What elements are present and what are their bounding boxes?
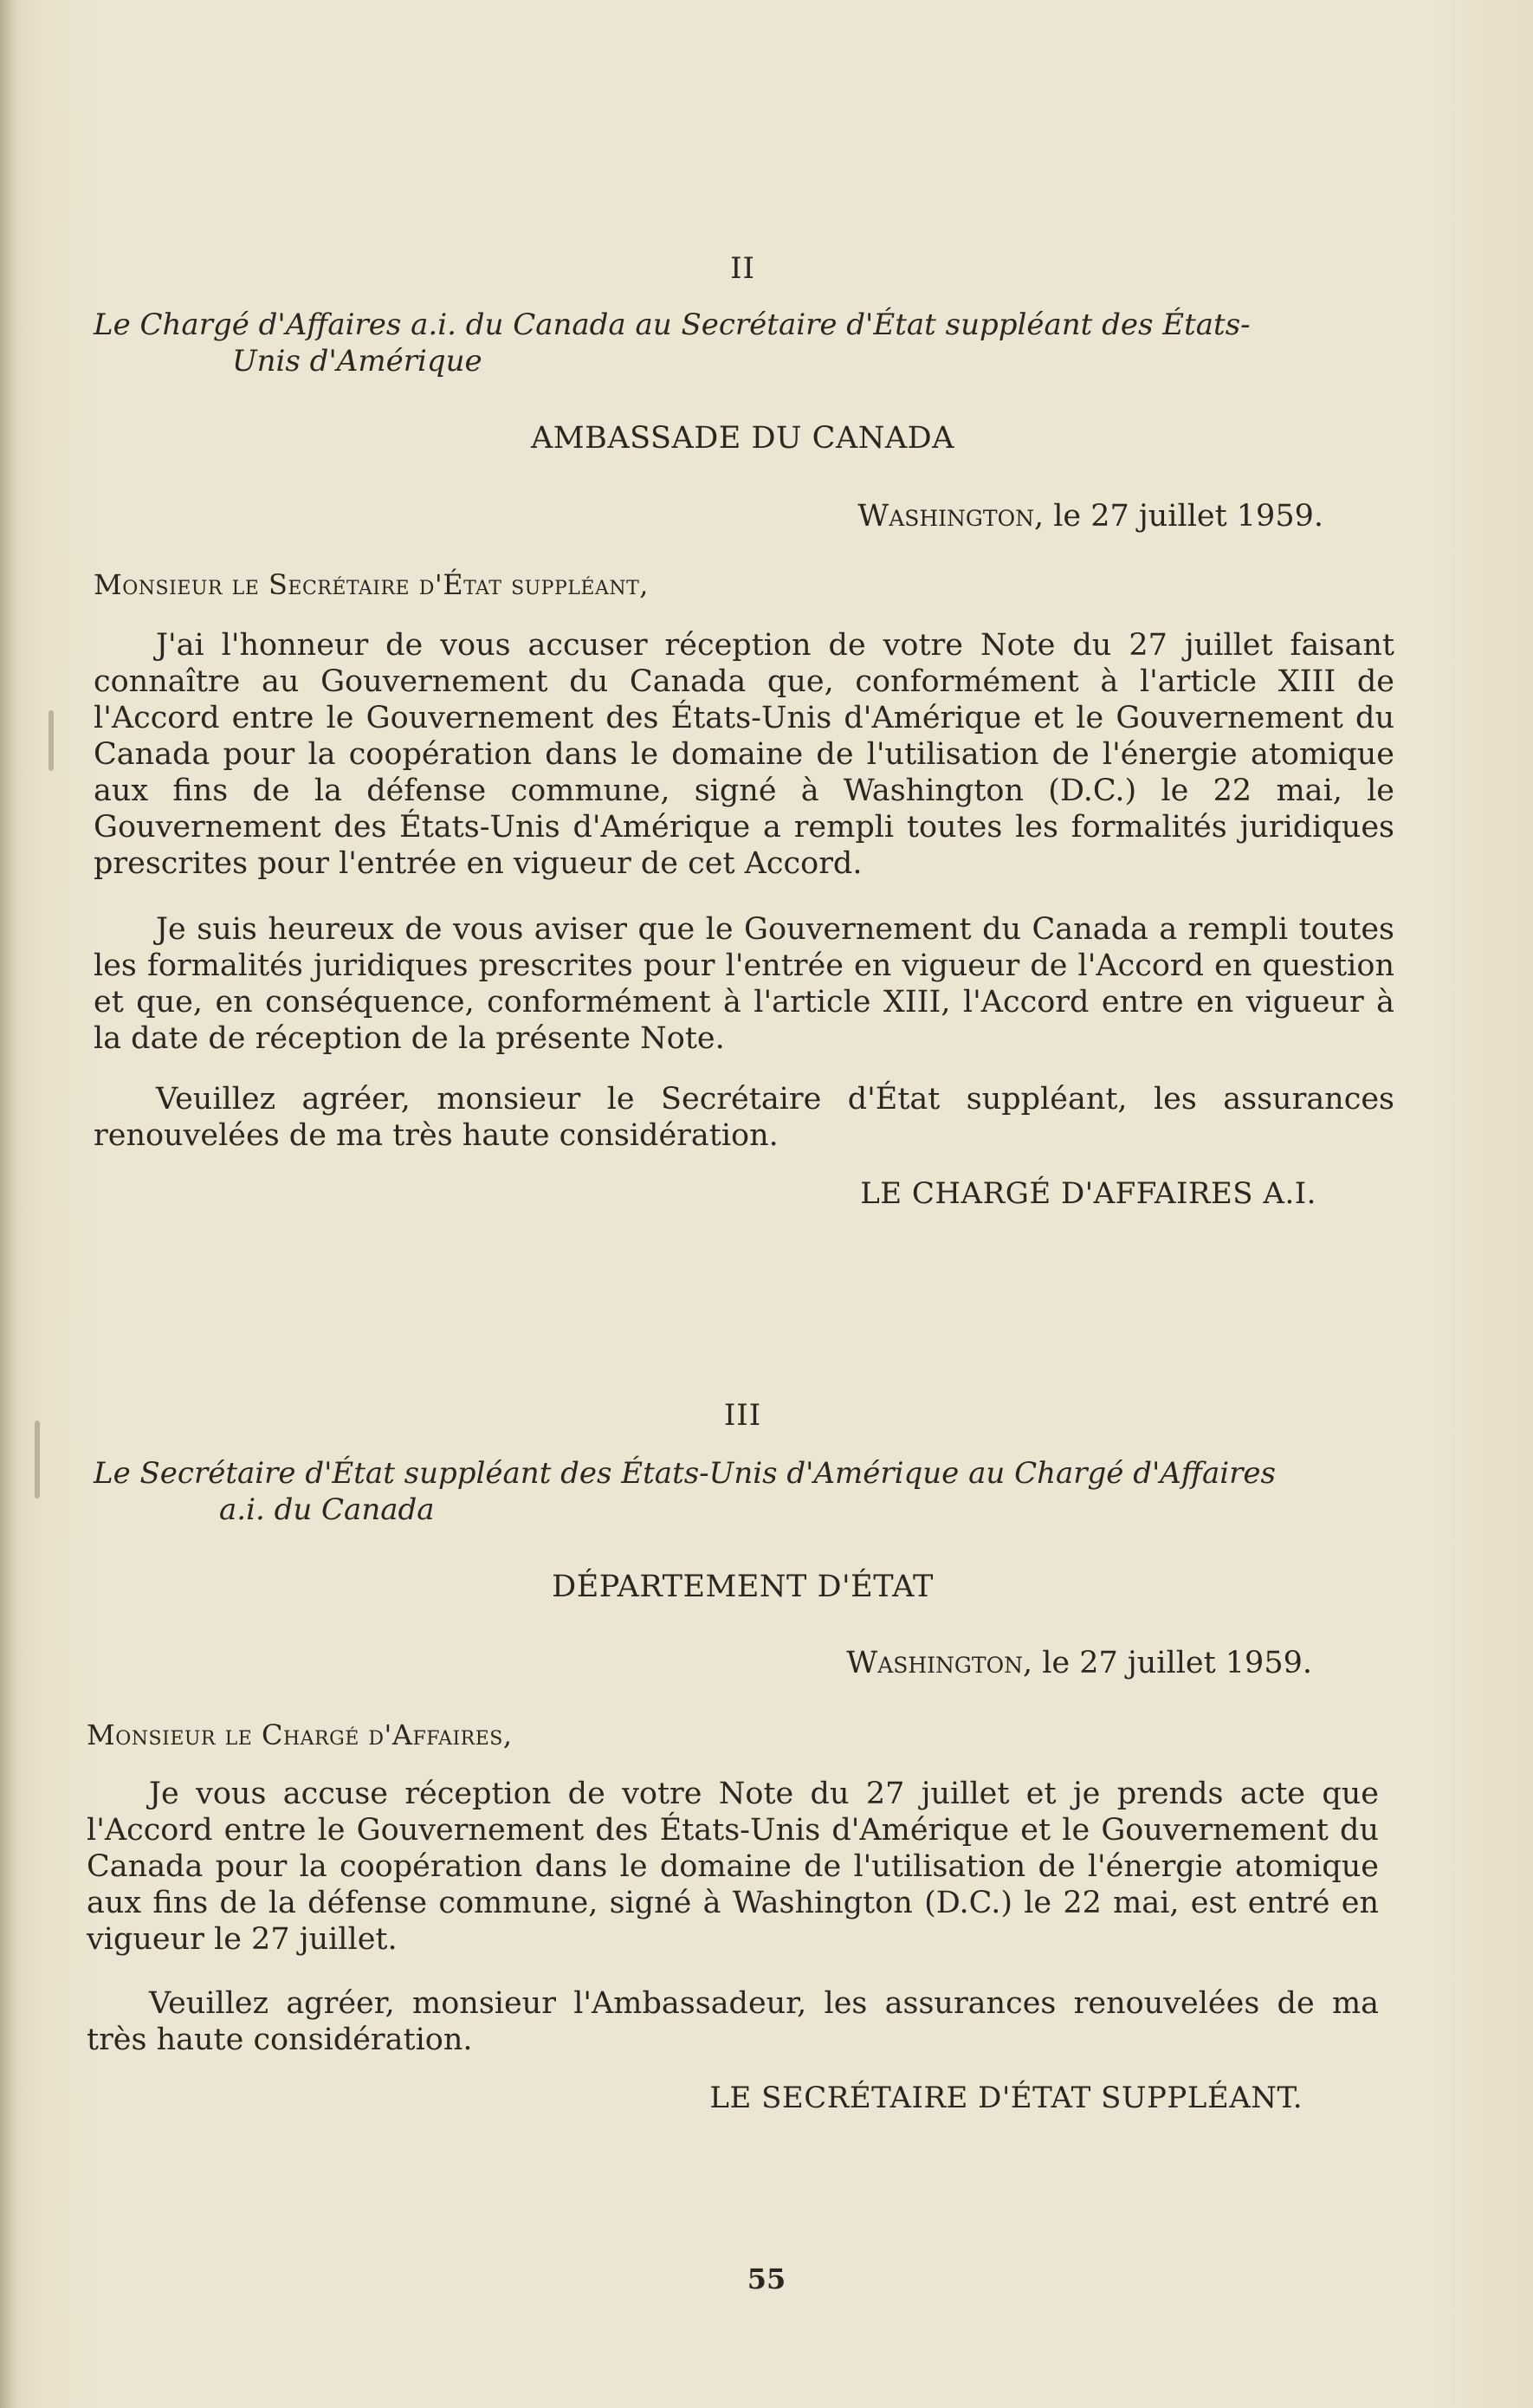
dateline-iii <box>846 1646 1312 1680</box>
paragraph-text: Veuillez agréer, monsieur l'Ambassadeur, les assurances renouvelées de ma très haute considération. <box>87 1986 1379 2057</box>
heading-line-2: Unis d'Amérique <box>232 344 482 379</box>
dateline-date: le 27 juillet 1959. <box>1042 1646 1312 1680</box>
paragraph-text: J'ai l'honneur de vous accuser réception de votre Note du 27 juillet faisant connaître au Gouvernement du Canada que, conformément à l'article XIII de l'Accord entre le Gouvernement des États-Unis d'Amérique et le Gouvernement du Canada pour la coopération dans le domaine de l'utilisation de l'énergie atomique aux fins de la défense commune, signé à Washington (D.C.) le 22 mai, le Gouvernement des États-Unis d'Amérique a rempli toutes les formalités juridiques prescrites pour l'entrée en vigueur de cet Accord. <box>94 628 1394 881</box>
paragraph-ii-2 <box>94 911 1394 1057</box>
paragraph-ii-1 <box>94 627 1394 882</box>
paragraph-text: Veuillez agréer, monsieur le Secrétaire d'État suppléant, les assurances renouvelées de ma très haute considération. <box>94 1082 1394 1153</box>
heading-line-1: Le Chargé d'Affaires a.i. du Canada au Secrétaire d'État suppléant des États- <box>94 307 1251 342</box>
signature-iii: LE SECRÉTAIRE D'ÉTAT SUPPLÉANT. <box>709 2081 1303 2115</box>
paragraph-iii-1 <box>87 1776 1379 1958</box>
page-number: 55 <box>747 2262 786 2295</box>
letter-heading-ii <box>94 307 1401 379</box>
section-number-iii: III <box>723 1398 762 1433</box>
dateline-ii <box>857 499 1323 534</box>
paragraph-ii-3 <box>94 1081 1394 1154</box>
heading-line-2: a.i. du Canada <box>219 1492 435 1527</box>
heading-line-1: Le Secrétaire d'État suppléant des États-Unis d'Amérique au Chargé d'Affaires <box>94 1456 1276 1491</box>
signature-ii: LE CHARGÉ D'AFFAIRES A.I. <box>860 1176 1316 1211</box>
org-title-ambassade: AMBASSADE DU CANADA <box>531 421 954 456</box>
paragraph-text: Je suis heureux de vous aviser que le Gouvernement du Canada a rempli toutes les formalités juridiques prescrites pour l'entrée en vigueur de l'Accord en question et que, en conséquence, conformément à l'article XIII, l'Accord entre en vigueur à la date de réception de la présente Note. <box>94 912 1394 1056</box>
paragraph-text: Je vous accuse réception de votre Note du 27 juillet et je prends acte que l'Accord entre le Gouvernement des États-Unis d'Amérique et le Gouvernement du Canada pour la coopération dans le domaine de l'utilisation de l'énergie atomique aux fins de la défense commune, signé à Washington (D.C.) le 22 mai, est entré en vigueur le 27 juillet. <box>87 1777 1379 1957</box>
dateline-date: le 27 juillet 1959. <box>1053 499 1323 534</box>
section-number-ii: II <box>730 251 755 286</box>
salutation-ii: Monsieur le Secrétaire d'État suppléant, <box>94 568 649 601</box>
salutation-iii: Monsieur le Chargé d'Affaires, <box>87 1719 513 1751</box>
org-title-departement: DÉPARTEMENT D'ÉTAT <box>552 1570 934 1604</box>
dateline-place: Washington, <box>846 1646 1033 1680</box>
letter-heading-iii <box>94 1455 1393 1528</box>
paragraph-iii-2 <box>87 1985 1379 2058</box>
dateline-place: Washington, <box>857 499 1045 534</box>
